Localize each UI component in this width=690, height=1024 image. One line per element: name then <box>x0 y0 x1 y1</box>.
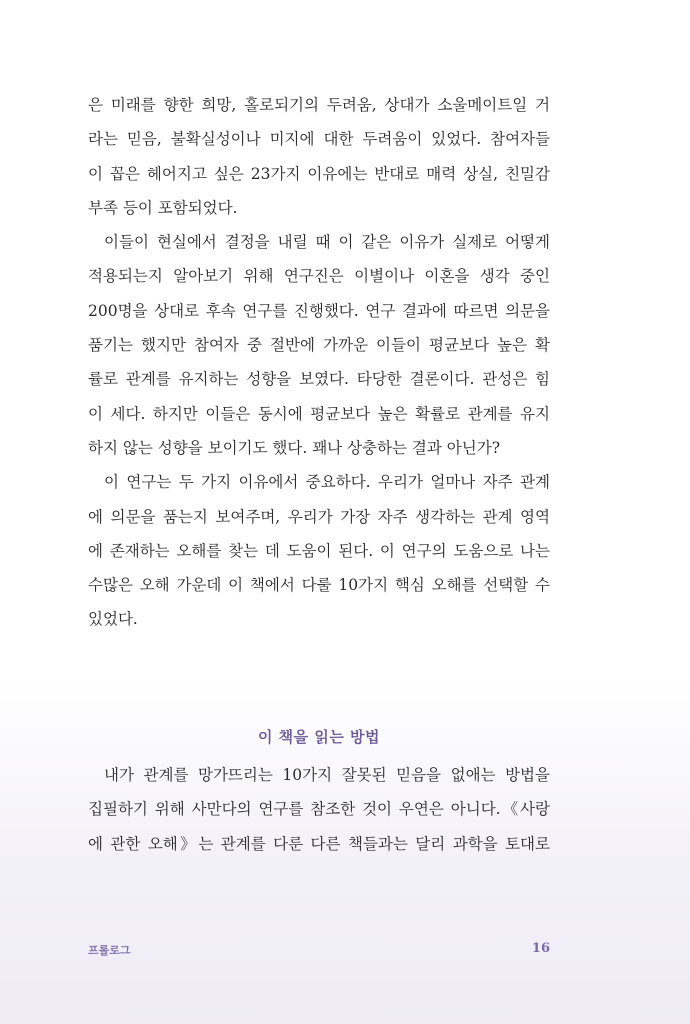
paragraph-2 <box>88 225 550 465</box>
text-line: 은 미래를 향한 희망, 홀로되기의 두려움, 상대가 소울메이트일 거 <box>88 96 550 114</box>
main-text <box>88 88 550 637</box>
text-line: 이들이 현실에서 결정을 내릴 때 이 같은 이유가 실제로 어떻게 <box>104 233 550 252</box>
text-line: 라는 믿음, 불확실성이나 미지에 대한 두려움이 있었다. 참여자들 <box>88 130 550 149</box>
text-line: 에 의문을 품는지 보여주며, 우리가 가장 자주 생각하는 관계 영역 <box>88 507 550 526</box>
text-line: 집필하기 위해 사만다의 연구를 참조한 것이 우연은 아니다.《사랑 <box>88 800 550 819</box>
section-title: 이 책을 읽는 방법 <box>257 728 381 746</box>
text-line: 이 세다. 하지만 이들은 동시에 평균보다 높은 확률로 관계를 유지 <box>88 404 550 423</box>
section-paragraph <box>88 758 550 861</box>
text-line: 품기는 했지만 참여자 중 절반에 가까운 이들이 평균보다 높은 확 <box>88 336 550 355</box>
page-number: 16 <box>531 941 550 956</box>
text-line: 부족 등이 포함되었다. <box>88 198 238 217</box>
text-line: 이 연구는 두 가지 이유에서 중요하다. 우리가 얼마나 자주 관계 <box>104 473 550 492</box>
paragraph-1 <box>88 88 550 225</box>
text-line: 수많은 오해 가운데 이 책에서 다룰 10가지 핵심 오해를 선택할 수 <box>88 576 550 595</box>
running-footer-section: 프롤로그 <box>88 944 131 957</box>
text-line: 이 꼽은 헤어지고 싶은 23가지 이유에는 반대로 매력 상실, 친밀감 <box>88 164 550 183</box>
section-body <box>88 758 550 861</box>
paragraph-3 <box>88 465 550 636</box>
text-line: 에 존재하는 오해를 찾는 데 도움이 된다. 이 연구의 도움으로 나는 <box>88 541 550 560</box>
text-line: 에 관한 오해》는 관계를 다룬 다른 책들과는 달리 과학을 토대로 <box>88 834 550 853</box>
text-line: 200명을 상대로 후속 연구를 진행했다. 연구 결과에 따르면 의문을 <box>88 301 550 320</box>
text-line: 률로 관계를 유지하는 성향을 보였다. 타당한 결론이다. 관성은 힘 <box>88 370 550 389</box>
text-line: 적용되는지 알아보기 위해 연구진은 이별이나 이혼을 생각 중인 <box>88 267 550 286</box>
text-line: 하지 않는 성향을 보이기도 했다. 꽤나 상충하는 결과 아닌가? <box>88 438 501 457</box>
text-line: 있었다. <box>88 610 138 629</box>
text-line: 내가 관계를 망가뜨리는 10가지 잘못된 믿음을 없애는 방법을 <box>104 766 550 784</box>
